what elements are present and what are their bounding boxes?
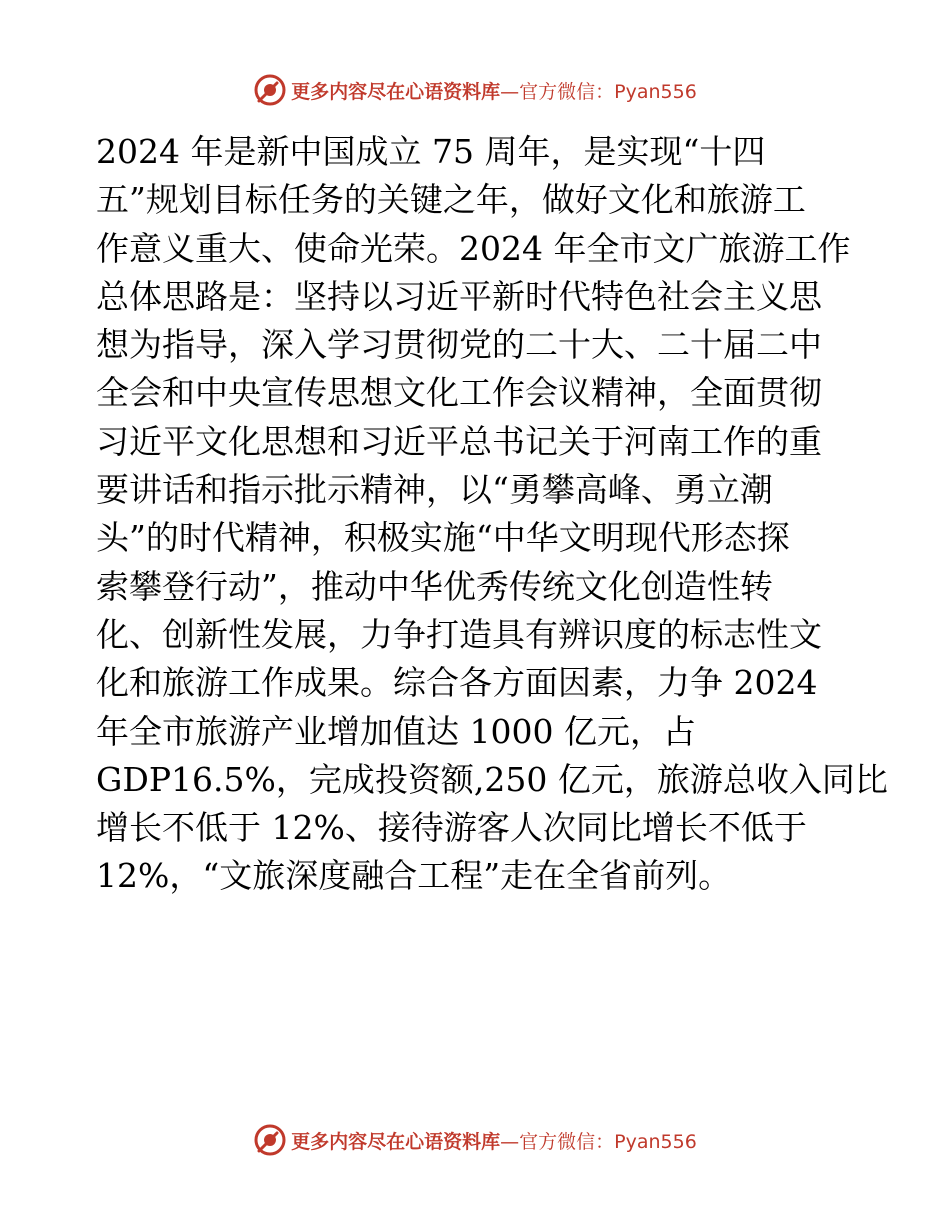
body-line: 五”规划目标任务的关键之年，做好文化和旅游工 <box>96 180 806 220</box>
body-line: 总体思路是：坚持以习近平新时代特色社会主义思 <box>96 276 822 316</box>
header-watermark <box>0 68 950 112</box>
body-line: 12%，“文旅深度融合工程”走在全省前列。 <box>96 856 732 896</box>
brand-logo-icon <box>253 73 287 107</box>
body-line: 化和旅游工作成果。综合各方面因素，力争 2024 <box>96 663 818 703</box>
body-line: 作意义重大、使命光荣。2024 年全市文广旅游工作 <box>96 228 851 268</box>
body-line: 全会和中央宣传思想文化工作会议精神，全面贯彻 <box>96 373 822 413</box>
body-line: 索攀登行动”，推动中华优秀传统文化创造性转 <box>96 566 773 606</box>
body-line: 头”的时代精神，积极实施“中华文明现代形态探 <box>96 518 790 558</box>
body-line: 习近平文化思想和习近平总书记关于河南工作的重 <box>96 421 822 461</box>
watermark-text <box>291 1127 697 1154</box>
watermark-site-text: 更多内容尽在心语资料库 <box>291 80 501 103</box>
brand-logo-icon <box>253 1123 287 1157</box>
watermark-wechat-text: 官方微信：Pyan556 <box>519 80 697 103</box>
body-line: 2024 年是新中国成立 75 周年，是实现“十四 <box>96 132 766 171</box>
watermark-text <box>291 77 697 104</box>
body-line: 想为指导，深入学习贯彻党的二十大、二十届二中 <box>96 325 822 365</box>
body-line: GDP16.5%，完成投资额,250 亿元，旅游总收入同比 <box>96 759 888 799</box>
body-line: 年全市旅游产业增加值达 1000 亿元，占 <box>96 711 696 751</box>
watermark-wechat-text: 官方微信：Pyan556 <box>519 1130 697 1153</box>
watermark-site-text: 更多内容尽在心语资料库 <box>291 1130 501 1153</box>
document-body <box>96 128 888 901</box>
body-line: 要讲话和指示批示精神，以“勇攀高峰、勇立潮 <box>96 470 773 510</box>
body-line: 化、创新性发展，力争打造具有辨识度的标志性文 <box>96 614 822 654</box>
watermark-separator: — <box>500 80 520 103</box>
footer-watermark <box>0 1118 950 1162</box>
watermark-separator: — <box>500 1130 520 1153</box>
body-line: 增长不低于 12%、接待游客人次同比增长不低于 <box>96 808 807 848</box>
